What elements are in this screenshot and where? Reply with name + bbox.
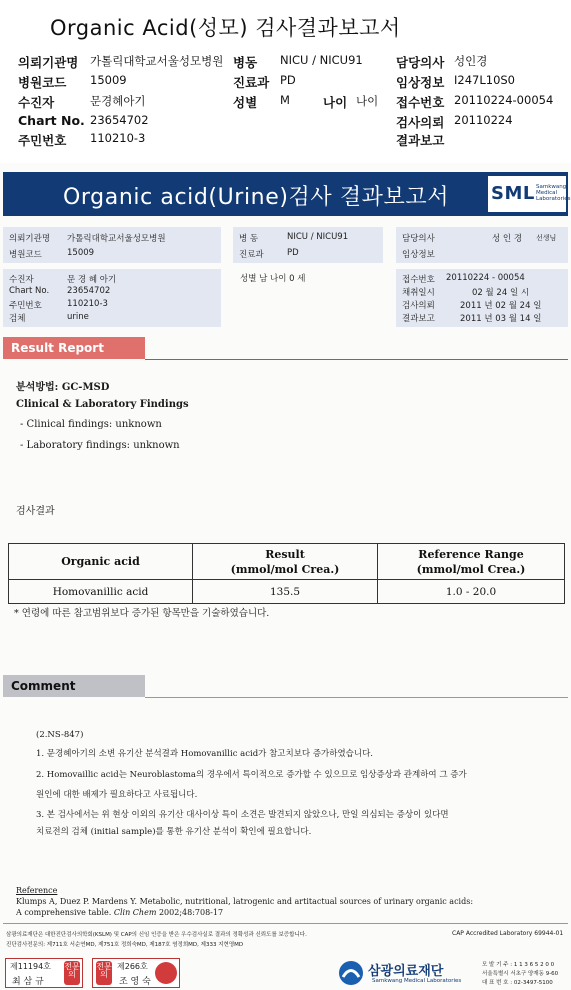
report-title: Organic acid(Urine)검사 결과보고서	[63, 185, 450, 210]
org-en-name: Samkwang Medical Laboratories	[372, 978, 462, 984]
footer-text-2: 진단검사전문의: 제711호 서순연MD, 제751호 정희숙MD, 제187호 염정희MD, 제333 지현영MD	[6, 942, 244, 948]
info-collect-value: 02 월 24 일 시	[472, 288, 530, 298]
info-request-value: 2011 년 02 월 24 일	[460, 301, 542, 311]
logo-text: SML	[491, 183, 535, 204]
lab-findings: - Laboratory findings: unknown	[20, 440, 180, 451]
summary-title: Organic Acid(성모) 검사결과보고서	[50, 16, 401, 40]
department-value: PD	[280, 73, 296, 87]
info-institution-value: 가톨릭대학교서울성모병원	[67, 234, 166, 244]
info-chart-value: 23654702	[67, 286, 111, 296]
header-reference-line1: Reference Range	[418, 547, 524, 561]
stamp-1-name: 최 삼 규	[12, 977, 44, 987]
sml-logo	[488, 176, 571, 212]
info-clinical-label: 임상정보	[402, 250, 435, 260]
header-result-line1: Result	[265, 547, 305, 561]
info-specimen-label: 검체	[9, 314, 26, 324]
info-ward-value: NICU / NICU91	[287, 232, 349, 242]
info-hospital-code-label: 병원코드	[9, 250, 42, 260]
chart-label: Chart No.	[18, 113, 85, 128]
info-request-label: 검사의뢰	[402, 301, 435, 311]
receipt-value: 20110224-00054	[454, 93, 554, 107]
hospital-code-value: 15009	[90, 73, 127, 87]
scanned-report	[0, 163, 571, 990]
info-resident-label: 주민번호	[9, 301, 42, 311]
resident-label: 주민번호	[18, 133, 67, 148]
info-specimen-value: urine	[67, 312, 89, 322]
hospital-code-label: 병원코드	[18, 75, 67, 90]
clinical-findings: - Clinical findings: unknown	[20, 419, 162, 430]
reference-journal: Clin Chem	[113, 908, 157, 917]
comment-2a: 2. Homovaillic acid는 Neuroblastoma의 경우에서 특이적으로 증가할 수 있으므로 임상증상과 관계하여 그 증가	[36, 770, 467, 780]
info-hospital-code-value: 15009	[67, 248, 95, 258]
doctor-value: 성인경	[454, 54, 488, 68]
org-name: 삼광의료재단	[368, 964, 444, 979]
method-text: 분석방법: GC-MSD	[16, 382, 110, 393]
reference-heading: Reference	[16, 886, 58, 895]
ward-value: NICU / NICU91	[280, 53, 363, 67]
header-result-line2: (mmol/mol Crea.)	[230, 562, 340, 576]
result-report-label: 결과보고	[396, 133, 445, 148]
info-chart-label: Chart No.	[9, 286, 50, 296]
row-name: Homovanillic acid	[9, 580, 193, 604]
comment-code: (2.NS-847)	[36, 730, 84, 740]
result-heading: 검사결과	[16, 506, 55, 517]
results-table	[8, 543, 565, 604]
stamp-2-seal	[155, 962, 177, 984]
comment-rule	[145, 697, 568, 698]
reference-title: A comprehensive table.	[16, 908, 112, 917]
info-receipt-label: 접수번호	[402, 275, 435, 285]
info-dates-block	[396, 269, 568, 327]
info-institution-block	[3, 227, 221, 263]
info-department-value: PD	[287, 248, 299, 258]
comment-3b: 치료전의 검체 (initial sample)를 통한 유기산 분석이 확인에 필요합니다.	[36, 827, 312, 837]
sml-emblem-icon	[338, 960, 364, 986]
info-resident-value: 110210-3	[67, 299, 108, 309]
reference-year: 2002;48:708-17	[158, 908, 224, 917]
info-patient-label: 수진자	[9, 275, 34, 285]
info-doctor-suffix: 선생님	[536, 234, 557, 242]
findings-heading: Clinical & Laboratory Findings	[16, 399, 189, 410]
chart-value: 23654702	[90, 113, 149, 127]
request-value: 20110224	[454, 113, 513, 127]
header-reference	[378, 544, 565, 580]
info-doctor-block	[396, 227, 568, 263]
resident-value: 110210-3	[90, 131, 146, 145]
table-header-row	[9, 544, 565, 580]
info-sex-age: 성별 남 나이 0 세	[240, 274, 306, 284]
info-patient-block	[3, 269, 221, 327]
row-result: 135.5	[193, 580, 378, 604]
report-banner	[3, 172, 571, 216]
header-organic-acid	[9, 544, 193, 580]
comment-heading: Comment	[11, 679, 76, 693]
institution-label: 의뢰기관명	[18, 55, 79, 70]
clinical-info-value: I247L10S0	[454, 73, 515, 87]
logo-subtext: Samkwang Medical Laboratories	[536, 184, 571, 202]
info-ward-block	[233, 227, 383, 263]
stamp-1-number: 제11194호	[10, 962, 51, 971]
info-receipt-value: 20110224 - 00054	[446, 273, 525, 283]
doctor-stamp-2	[92, 958, 180, 988]
info-ward-label: 병 동	[239, 234, 259, 244]
footer-cap: CAP Accredited Laboratory 69944-01	[452, 930, 564, 937]
result-report-rule	[145, 359, 568, 360]
header-organic-acid-text: Organic acid	[61, 555, 140, 568]
footer-text-1: 삼광의료재단은 대한진단검사의학회(KSLM) 및 CAP의 신임 인증을 받은 우수검사실로 결과의 정확성과 신뢰도를 보증합니다.	[6, 932, 307, 938]
info-department-label: 진료과	[239, 250, 264, 260]
info-result-label: 결과보고	[402, 314, 435, 324]
age-value: 나이	[356, 94, 379, 108]
result-report-heading: Result Report	[11, 341, 104, 355]
result-report-bar	[3, 337, 145, 359]
info-doctor-label: 담당의사	[402, 234, 435, 244]
header-reference-line2: (mmol/mol Crea.)	[416, 562, 526, 576]
ward-label: 병동	[233, 55, 258, 70]
info-collect-label: 채취일시	[402, 288, 435, 298]
contact-line-3: 대 표 번 호 : 02-3497-5100	[482, 980, 553, 986]
stamp-1-seal: 전문의	[64, 961, 80, 985]
doctor-stamp-1	[5, 958, 83, 988]
footer-divider	[3, 923, 568, 924]
summary-header	[0, 0, 571, 163]
reference-line-2	[16, 908, 223, 917]
stamp-2-name: 조 영 숙	[119, 977, 151, 987]
comment-2b: 원인에 대한 배제가 필요하다고 사료됩니다.	[36, 790, 198, 800]
comment-bar	[3, 675, 145, 697]
info-patient-value: 문 경 혜 아기	[67, 275, 117, 285]
request-label: 검사의뢰	[396, 115, 445, 130]
comment-3a: 3. 본 검사에서는 위 현상 이외의 유기산 대사이상 특이 소견은 발견되지 않았으나, 만일 의심되는 증상이 있다면	[36, 810, 449, 820]
header-result	[193, 544, 378, 580]
receipt-label: 접수번호	[396, 95, 445, 110]
contact-line-1: 모 발 기 주 : 1 1 3 6 5 2 0 0	[482, 962, 555, 968]
stamp-2-tag: 전문의	[96, 961, 112, 985]
row-range: 1.0 - 20.0	[378, 580, 565, 604]
clinical-info-label: 임상정보	[396, 75, 445, 90]
institution-value: 가톨릭대학교서울성모병원	[90, 54, 224, 68]
sex-value: M	[280, 93, 290, 107]
reference-line-1: Klumps A, Duez P. Mardens Y. Metabolic, nutritional, latrogenic and artitactual sources of urinary organic acids:	[16, 897, 474, 906]
stamp-2-number: 제266호	[117, 962, 148, 971]
info-institution-label: 의뢰기관명	[9, 234, 51, 244]
age-note: * 연령에 따른 참고범위보다 증가된 항목만을 기술하였습니다.	[14, 608, 270, 619]
table-row	[9, 580, 565, 604]
patient-label: 수진자	[18, 95, 55, 110]
info-result-value: 2011 년 03 월 14 일	[460, 314, 542, 324]
patient-value: 문경혜아기	[90, 94, 146, 108]
doctor-label: 담당의사	[396, 55, 445, 70]
department-label: 진료과	[233, 75, 270, 90]
contact-line-2: 서울특별시 서초구 양재동 9-60	[482, 971, 559, 977]
info-doctor-value: 성 인 경	[492, 234, 523, 244]
sex-label: 성별	[233, 95, 258, 110]
age-label: 나이	[323, 95, 348, 110]
comment-1: 1. 문경혜아기의 소변 유기산 분석결과 Homovanillic acid가 참고치보다 증가하였습니다.	[36, 749, 374, 759]
